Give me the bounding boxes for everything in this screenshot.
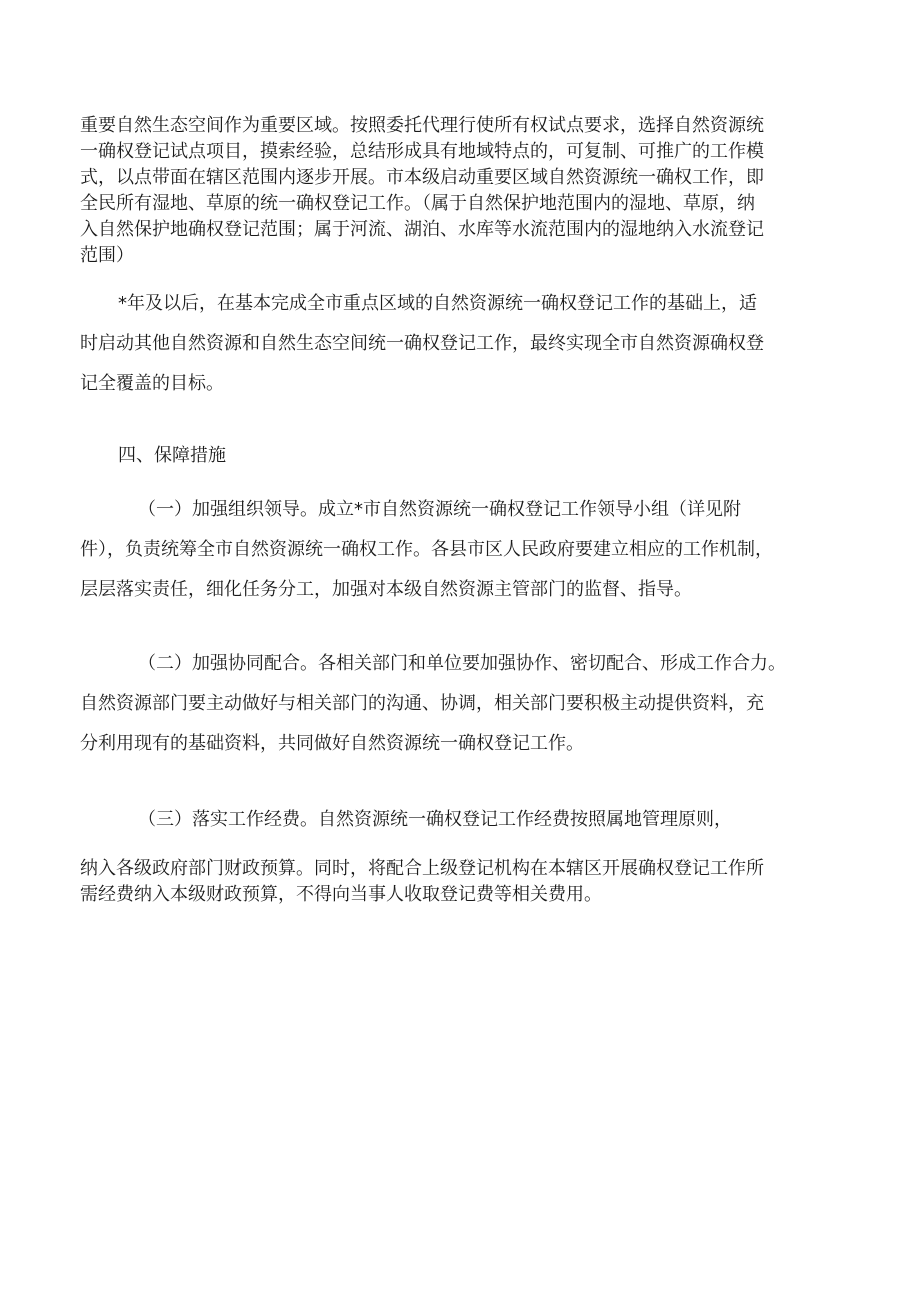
text-line: 式，以点带面在辖区范围内逐步开展。市本级启动重要区域自然资源统一确权工作，即	[80, 167, 764, 188]
text-line: 需经费纳入本级财政预算，不得向当事人收取登记费等相关费用。	[80, 884, 602, 905]
text-line: 一确权登记试点项目，摸索经验，总结形成具有地域特点的，可复制、可推广的工作模	[80, 141, 764, 162]
heading-text: 四、保障措施	[118, 445, 226, 466]
text-line: （二）加强协同配合。各相关部门和单位要加强协作、密切配合、形成工作合力。	[138, 653, 786, 674]
text-line: *年及以后，在基本完成全市重点区域的自然资源统一确权登记工作的基础上，适	[118, 293, 757, 314]
text-line: 分利用现有的基础资料，共同做好自然资源统一确权登记工作。	[80, 733, 584, 754]
text-line: 入自然保护地确权登记范围；属于河流、湖泊、水库等水流范围内的湿地纳入水流登记	[80, 219, 764, 240]
text-line: 范围）	[80, 245, 134, 266]
text-line: 全民所有湿地、草原的统一确权登记工作。（属于自然保护地范围内的湿地、草原，纳	[80, 193, 755, 214]
paragraph-coordination	[80, 644, 850, 764]
text-line: （一）加强组织领导。成立*市自然资源统一确权登记工作领导小组（详见附	[138, 499, 741, 520]
paragraph-organization	[80, 490, 850, 610]
paragraph-key-regions	[80, 113, 850, 269]
paragraph-funding-lead	[80, 806, 850, 834]
paragraph-funding-rest	[80, 856, 850, 908]
text-line: 重要自然生态空间作为重要区域。按照委托代理行使所有权试点要求，选择自然资源统	[80, 115, 764, 136]
section-heading	[80, 442, 850, 470]
text-line: 自然资源部门要主动做好与相关部门的沟通、协调，相关部门要积极主动提供资料，充	[80, 693, 764, 714]
paragraph-future-plan	[80, 284, 850, 404]
text-line: 件），负责统筹全市自然资源统一确权工作。各县市区人民政府要建立相应的工作机制，	[80, 539, 773, 560]
text-line: （三）落实工作经费。自然资源统一确权登记工作经费按照属地管理原则，	[138, 809, 732, 830]
text-line: 纳入各级政府部门财政预算。同时，将配合上级登记机构在本辖区开展确权登记工作所	[80, 858, 764, 879]
text-line: 记全覆盖的目标。	[80, 373, 224, 394]
text-line: 时启动其他自然资源和自然生态空间统一确权登记工作，最终实现全市自然资源确权登	[80, 333, 764, 354]
text-line: 层层落实责任，细化任务分工，加强对本级自然资源主管部门的监督、指导。	[80, 579, 692, 600]
